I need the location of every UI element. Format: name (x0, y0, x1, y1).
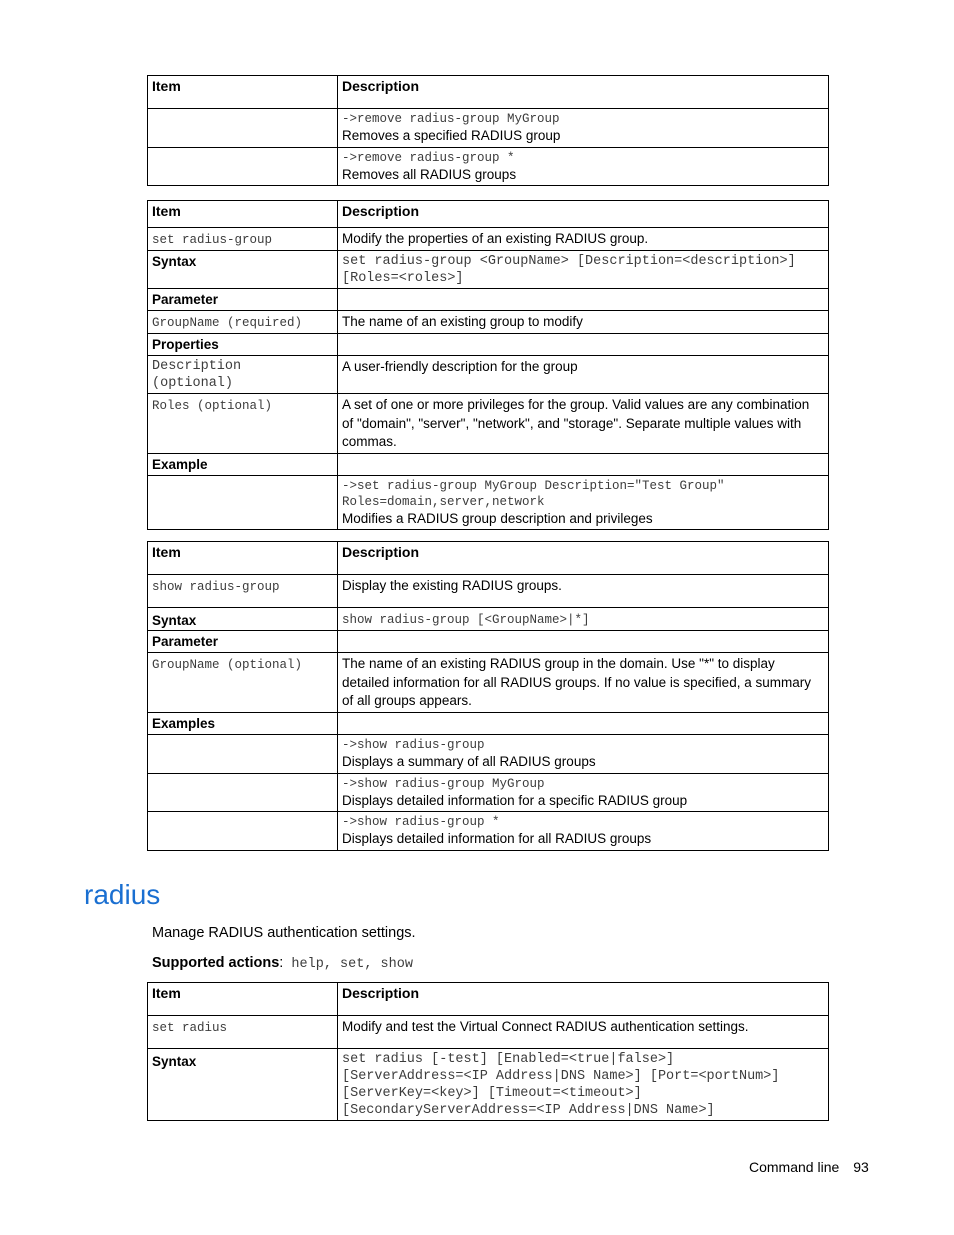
command-description: Modify the properties of an existing RADIUS group. (338, 228, 829, 251)
syntax-label: Syntax (148, 608, 338, 631)
example-description: Displays a summary of all RADIUS groups (342, 754, 596, 769)
header-description: Description (338, 983, 829, 1016)
parameter-name: GroupName (required) (152, 316, 303, 330)
example-code: ->remove radius-group * (342, 151, 515, 165)
property-name: Roles (optional) (152, 399, 273, 413)
supported-actions-values: help, set, show (283, 957, 413, 972)
table-row (338, 148, 829, 186)
parameter-label: Parameter (148, 631, 338, 653)
parameter-description: The name of an existing group to modify (338, 311, 829, 334)
parameter-description: The name of an existing RADIUS group in the domain. Use "*" to display detailed information for all RADIUS groups. If no value is specified, a summary of all groups appears. (338, 653, 829, 713)
example-row (338, 735, 829, 774)
table-row (338, 109, 829, 148)
show-radius-group-table (147, 541, 829, 851)
header-item: Item (148, 542, 338, 575)
example-code: ->show radius-group * (342, 815, 500, 829)
header-item: Item (148, 76, 338, 109)
example-row (338, 812, 829, 851)
example-description: Modifies a RADIUS group description and privileges (342, 511, 653, 526)
example-label: Example (148, 454, 338, 476)
header-description: Description (338, 76, 829, 109)
supported-actions: Supported actions: help, set, show (152, 955, 413, 972)
syntax: show radius-group [<GroupName>|*] (342, 613, 590, 627)
example-description: Displays detailed information for a specific RADIUS group (342, 793, 688, 808)
parameter-name: GroupName (optional) (152, 658, 303, 672)
section-intro: Manage RADIUS authentication settings. (152, 925, 416, 941)
example-row (338, 476, 829, 530)
example-code: ->remove radius-group MyGroup (342, 112, 560, 126)
example-description: Removes all RADIUS groups (342, 167, 517, 182)
example-row (338, 774, 829, 812)
footer-label: Command line (749, 1159, 840, 1175)
set-radius-table (147, 982, 829, 1121)
command-description: Display the existing RADIUS groups. (338, 575, 829, 608)
properties-label: Properties (148, 334, 338, 356)
header-description: Description (338, 542, 829, 575)
set-radius-group-table (147, 200, 829, 530)
command-name: show radius-group (152, 580, 280, 594)
command-name: set radius (152, 1021, 228, 1035)
section-title: radius (84, 879, 161, 910)
property-description: A set of one or more privileges for the group. Valid values are any combination of "domain", "server", "network", and "storage". Separate multiple values with commas. (338, 394, 829, 454)
property-name: Description (optional) (148, 356, 338, 394)
command-description: Modify and test the Virtual Connect RADIUS authentication settings. (338, 1016, 829, 1049)
example-description: Displays detailed information for all RADIUS groups (342, 831, 652, 846)
syntax: set radius-group <GroupName> [Description=<description>] [Roles=<roles>] (338, 251, 829, 289)
page-footer (749, 1159, 869, 1175)
syntax-label: Syntax (148, 1049, 338, 1121)
parameter-label: Parameter (148, 289, 338, 311)
command-name: set radius-group (152, 233, 273, 247)
example-description: Removes a specified RADIUS group (342, 128, 561, 143)
property-description: A user-friendly description for the group (338, 356, 829, 394)
remove-radius-group-table (147, 75, 829, 186)
syntax-label: Syntax (148, 251, 338, 289)
header-description: Description (338, 201, 829, 228)
example-code: ->show radius-group MyGroup (342, 777, 545, 791)
example-code: ->show radius-group (342, 738, 485, 752)
syntax: set radius [-test] [Enabled=<true|false>] [ServerAddress=<IP Address|DNS Name>] [Port=<portNum>] [ServerKey=<key>] [Timeout=<timeout>] [SecondaryServerAddress=<IP Address|DNS Name>] (338, 1049, 829, 1121)
example-code: ->set radius-group MyGroup Description="Test Group" Roles=domain,server,network (342, 479, 725, 509)
supported-actions-label: Supported actions (152, 955, 280, 971)
header-item: Item (148, 983, 338, 1016)
page-number: 93 (853, 1159, 869, 1175)
examples-label: Examples (148, 713, 338, 735)
header-item: Item (148, 201, 338, 228)
